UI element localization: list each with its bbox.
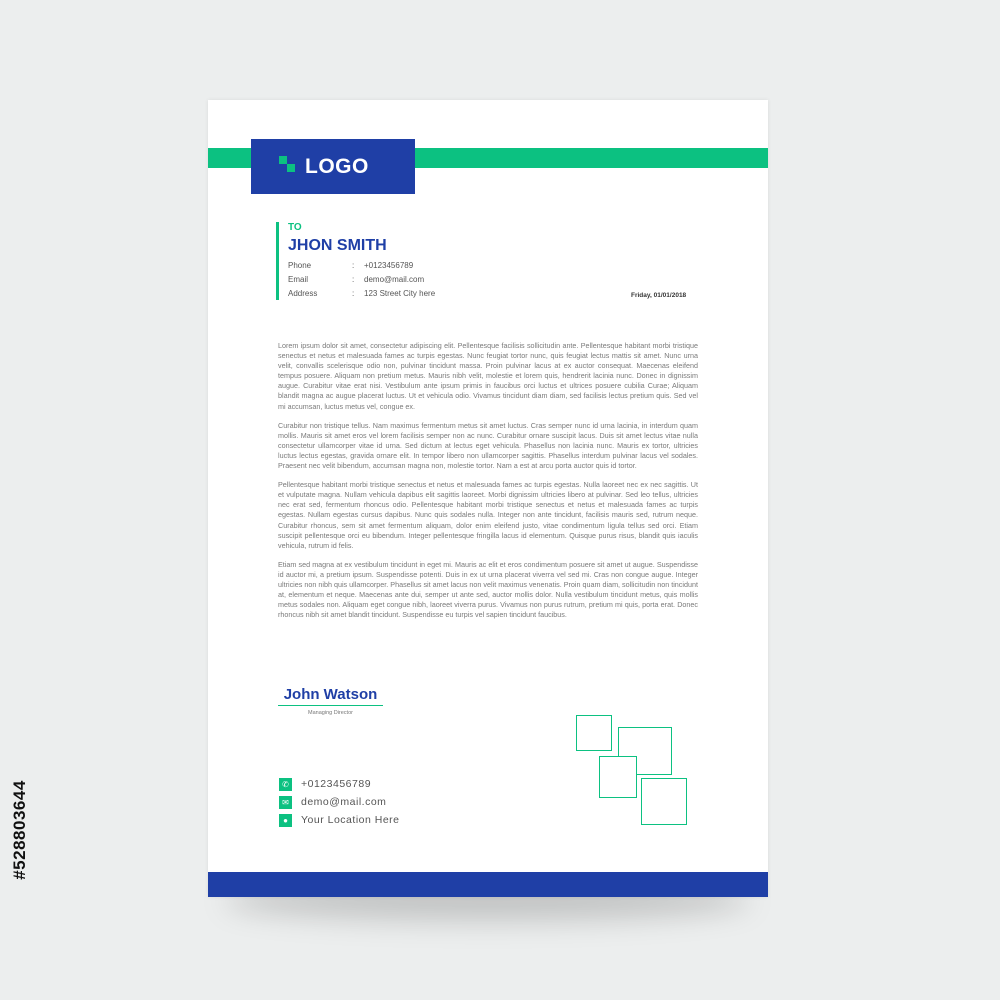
mail-icon: ✉	[279, 796, 292, 809]
phone-icon: ✆	[279, 778, 292, 791]
recipient-block	[276, 222, 435, 300]
footer-email: ✉ demo@mail.com	[279, 793, 400, 811]
decorative-square	[576, 715, 612, 751]
body-paragraph: Curabitur non tristique tellus. Nam maximus fermentum metus sit amet luctus. Cras semper nunc id urna lacinia, in interdum quam mollis. Mauris sit amet eros vel lorem facilisis semper non ac nunc. Curabitur ornare suscipit lacus. Duis sit amet lectus vitae nulla consectetur ullamcorper vitae id urna. Sed dictum at lectus eget vehicula. Phasellus non lacinia nunc. Mauris ex tortor, ultricies luctus lectus egestas, gravida ornare elit. In tempor libero non ullamcorper sagittis. Phasellus interdum pulvinar lacus vel sodales. Praesent nec velit bibendum, accumsan magna non, molestie tortor. Nam a est at arcu porta auctor quis id tortor.	[278, 420, 698, 471]
logo-mark-icon	[279, 156, 301, 178]
recipient-name: JHON SMITH	[288, 237, 387, 254]
to-label: TO	[288, 222, 302, 233]
stock-id: #528803644	[10, 780, 29, 880]
letter-body	[278, 341, 698, 629]
body-paragraph: Lorem ipsum dolor sit amet, consectetur adipiscing elit. Pellentesque facilisis sollicitudin ante. Pellentesque habitant morbi tristique senectus et netus et malesuada fames ac turpis egestas. Nunc feugiat tortor nunc, quis feugiat lectus mattis sit amet. Nunc urna velit, convallis scelerisque odio non, pulvinar tincidunt massa. Proin pulvinar lacus at ex auctor consequat. Maecenas eleifend tempus posuere. Aliquam non pretium metus. Mauris nibh velit, molestie et lorem quis, hendrerit lacinia nunc. Donec in dignissim augue. Curabitur vitae erat nisi. Vestibulum ante ipsum primis in faucibus orci luctus et ultrices posuere cubilia Curae; Aliquam blandit magna ac augue placerat luctus. Ut et vehicula odio. Vivamus tincidunt diam diam, sed facilisis lectus pretium quis. Sed vel mi accumsan, luctus metus vel, congue ex.	[278, 341, 698, 411]
decorative-square	[641, 778, 687, 825]
recipient-address-row: Address : 123 Street City here	[288, 289, 436, 298]
footer-phone: ✆ +0123456789	[279, 775, 400, 793]
body-paragraph: Pellentesque habitant morbi tristique senectus et netus et malesuada fames ac turpis egestas. Nulla laoreet nec ex nec sagittis. Ut et vulputate magna. Nullam vehicula dapibus elit sagittis laoreet. Morbi dignissim ultricies libero at pulvinar. Sed leo tellus, ultricies nec erat sed, fermentum rhoncus odio. Pellentesque habitant morbi tristique senectus et netus et malesuada fames ac turpis egestas. Nullam egestas cursus dapibus. Nunc quis sodales nulla. Integer non ante tincidunt, facilisis mauris sed, rutrum neque. Curabitur rhoncus, sem sit amet fermentum aliquam, dolor enim eleifend justo, vitae condimentum ligula tellus sed orci. Etiam suscipit pellentesque orci eu bibendum. Integer pellentesque fringilla lacus id elementum. Quisque purus risus, blandit quis iaculis vehicula, rutrum id felis.	[278, 480, 698, 550]
recipient-phone-row: Phone : +0123456789	[288, 261, 414, 270]
footer-contacts	[279, 775, 400, 829]
letter-date: Friday, 01/01/2018	[631, 292, 687, 299]
decorative-square	[599, 756, 637, 798]
logo	[251, 139, 415, 194]
signature-block	[278, 686, 383, 716]
logo-text: LOGO	[305, 154, 369, 178]
recipient-email-row: Email : demo@mail.com	[288, 275, 425, 284]
letterhead-page	[208, 100, 768, 897]
footer-blue-band	[208, 872, 768, 897]
signature-name: John Watson	[278, 686, 383, 706]
body-paragraph: Etiam sed magna at ex vestibulum tincidunt in eget mi. Mauris ac elit et eros condimentum posuere sit amet ut augue. Suspendisse id auctor mi, a pretium ipsum. Suspendisse potenti. Duis in ex ut urna placerat viverra vel sed mi. Cras non congue augue. Integer ultricies non nibh quis ullamcorper. Phasellus sit amet lacus non velit maximus venenatis. Proin quam diam, sollicitudin non tincidunt at, elementum et neque. Maecenas ante dui, semper ut ante sed, auctor mollis dolor. Nulla vestibulum tincidunt metus, quis mollis metus sodales non. Aliquam eget congue nibh, laoreet viverra purus. Vivamus non purus rutrum, pretium mi quis, porta erat. Donec rhoncus nibh sit amet blandit tincidunt. Suspendisse eu turpis vel sapien tincidunt faucibus.	[278, 559, 698, 620]
location-icon: ●	[279, 814, 292, 827]
footer-location: ● Your Location Here	[279, 811, 400, 829]
signature-title: Managing Director	[308, 710, 353, 716]
